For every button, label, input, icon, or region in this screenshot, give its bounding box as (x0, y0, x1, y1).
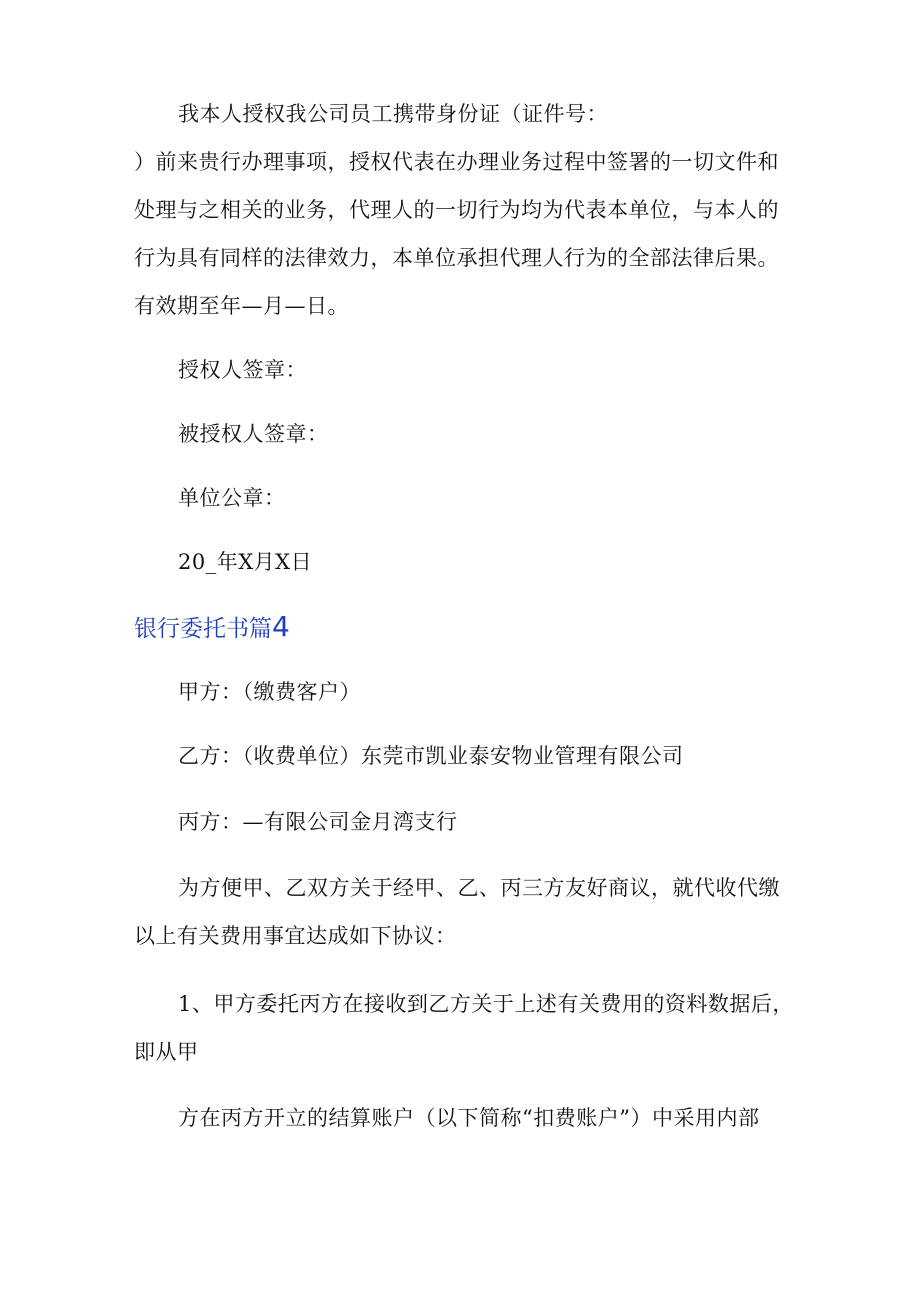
section-heading-text: 银行委托书篇 (134, 616, 272, 642)
clause-line: 方在丙方开立的结算账户（以下简称“扣费账户”）中采用内部 (178, 1106, 760, 1130)
agreement-intro-line: 以上有关费用事宜达成如下协议： (134, 924, 457, 948)
date-line: 20_年X月X日 (178, 550, 313, 574)
paragraph-line-authorization: 行为具有同样的法律效力，本单位承担代理人行为的全部法律后果。 (134, 246, 779, 270)
validity-line: 有效期至年—月—日。 (134, 294, 349, 318)
party-a-line: 甲方：（缴费客户） (178, 680, 361, 704)
paragraph-line-authorization: 处理与之相关的业务，代理人的一切行为均为代表本单位，与本人的 (134, 198, 779, 222)
party-c-line: 丙方：—有限公司金月湾支行 (178, 810, 458, 834)
authorizer-signature-label: 授权人签章： (178, 358, 307, 382)
clause-line: 即从甲 (134, 1040, 199, 1064)
section-heading (134, 612, 290, 644)
party-b-line: 乙方：（收费单位）东莞市凯业泰安物业管理有限公司 (178, 744, 684, 768)
authorized-signature-label: 被授权人签章： (178, 422, 329, 446)
clause-line: 1、甲方委托丙方在接收到乙方关于上述有关费用的资料数据后， (178, 992, 794, 1016)
section-heading-number: 4 (272, 610, 290, 643)
company-seal-label: 单位公章： (178, 486, 286, 510)
agreement-intro-line: 为方便甲、乙双方关于经甲、乙、丙三方友好商议，就代收代缴 (178, 876, 780, 900)
paragraph-line-authorization: 我本人授权我公司员工携带身份证（证件号： (178, 102, 608, 126)
paragraph-line-authorization: ）前来贵行办理事项，授权代表在办理业务过程中签署的一切文件和 (134, 150, 779, 174)
